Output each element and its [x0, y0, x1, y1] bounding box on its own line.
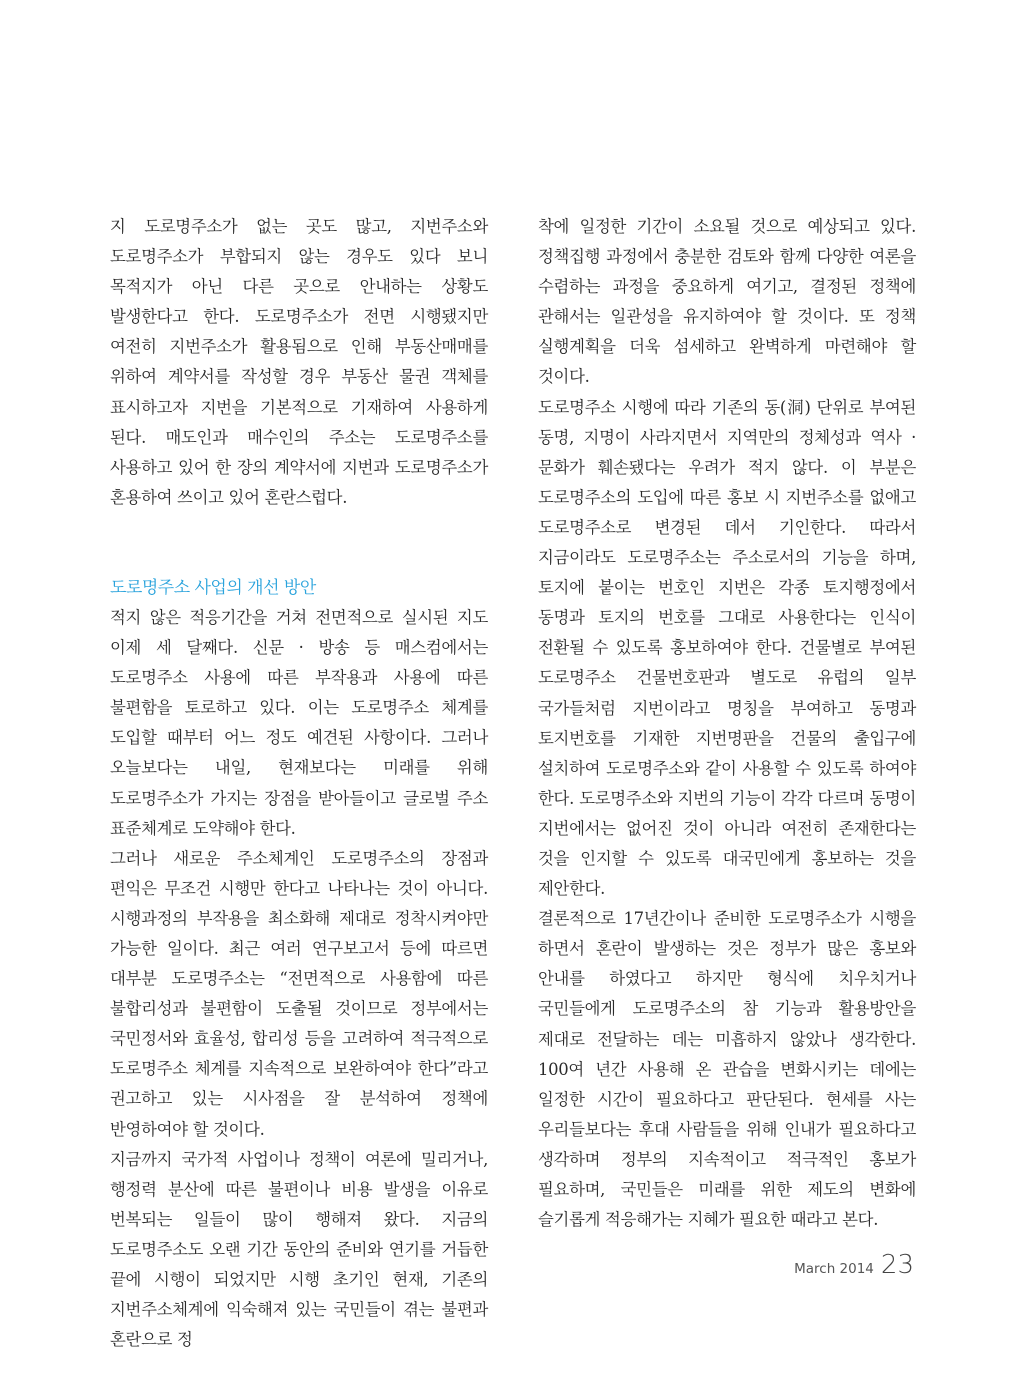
page-number: 23 — [880, 1250, 914, 1280]
spacer — [110, 513, 488, 573]
paragraph: 그러나 새로운 주소체계인 도로명주소의 장점과 편익은 무조건 시행만 한다고 나타나는 것이 아니다. 시행과정의 부작용을 최소화해 제대로 정착시켜야만 가능한 일이다. 최근 여러 연구보고서 등에 따르면 대부분 도로명주소는 “전면적으로 사용함에 따른 불합리성과 불편함이 도출될 것이므로 정부에서는 국민정서와 효율성, 합리성 등을 고려하여 적극적으로 도로명주소 체계를 지속적으로 보완하여야 한다”라고 권고하고 있는 시사점을 잘 분석하여 정책에 반영하여야 할 것이다. — [110, 848, 488, 1139]
paragraph: 적지 않은 적응기간을 거쳐 전면적으로 실시된 지도 이제 세 달째다. 신문 · 방송 등 매스컴에서는 도로명주소 사용에 따른 부작용과 사용에 따른 불편함을 토로하고 있다. 이는 도로명주소 체계를 도입할 때부터 어느 정도 예견된 사항이다. 그러나 오늘보다는 내일, 현재보다는 미래를 위해 도로명주소가 가지는 장점을 받아들이고 글로벌 주소 표준체계로 도약해야 한다. — [110, 607, 488, 838]
paragraph: 도로명주소 시행에 따라 기존의 동(洞) 단위로 부여된 동명, 지명이 사라지면서 지역만의 정체성과 역사 · 문화가 훼손됐다는 우려가 적지 않다. 이 부분은 도로명주소의 도입에 따른 홍보 시 지번주소를 없애고 도로명주소로 변경된 데서 기인한다. 따라서 지금이라도 도로명주소는 주소로서의 기능을 하며, 토지에 붙이는 번호인 지번은 각종 토지행정에서 동명과 토지의 번호를 그대로 사용한다는 인식이 전환될 수 있도록 홍보하여야 한다. 건물별로 부여된 도로명주소 건물번호판과 별도로 유럽의 일부 국가들처럼 지번이라고 명칭을 부여하고 동명과 토지번호를 기재한 지번명판을 건물의 출입구에 설치하여 도로명주소와 같이 사용할 수 있도록 하여야 한다. 도로명주소와 지번의 기능이 각각 다르며 동명이 지번에서는 없어진 것이 아니라 여전히 존재한다는 것을 인지할 수 있도록 대국민에게 홍보하는 것을 제안한다. — [538, 397, 916, 899]
paragraph: 착에 일정한 기간이 소요될 것으로 예상되고 있다. 정책집행 과정에서 충분한 검토와 함께 다양한 여론을 수렴하는 과정을 중요하게 여기고, 결정된 정책에 관해서는 일관성을 유지하여야 할 것이다. 또 정책 실행계획을 더욱 섬세하고 완벽하게 마련해야 할 것이다. — [538, 217, 916, 387]
left-column — [110, 212, 488, 1355]
section-heading: 도로명주소 사업의 개선 방안 — [110, 577, 316, 598]
page-footer — [794, 1250, 914, 1280]
right-column — [538, 212, 916, 1235]
paragraph: 지금까지 국가적 사업이나 정책이 여론에 밀리거나, 행정력 분산에 따른 불편이나 비용 발생을 이유로 번복되는 일들이 많이 행해져 왔다. 지금의 도로명주소도 오랜 기간 동안의 준비와 연기를 거듭한 끝에 시행이 되었지만 시행 초기인 현재, 기존의 지번주소체계에 익숙해져 있는 국민들이 겪는 불편과 혼란으로 정 — [110, 1149, 488, 1350]
issue-date: March 2014 — [794, 1261, 874, 1277]
paragraph: 지 도로명주소가 없는 곳도 많고, 지번주소와 도로명주소가 부합되지 않는 경우도 있다 보니 목적지가 아닌 다른 곳으로 안내하는 상황도 발생한다고 한다. 도로명주소가 전면 시행됐지만 여전히 지번주소가 활용됨으로 인해 부동산매매를 위하여 계약서를 작성할 경우 부동산 물권 객체를 표시하고자 지번을 기본적으로 기재하여 사용하게 된다. 매도인과 매수인의 주소는 도로명주소를 사용하고 있어 한 장의 계약서에 지번과 도로명주소가 혼용하여 쓰이고 있어 혼란스럽다. — [110, 217, 488, 507]
paragraph: 결론적으로 17년간이나 준비한 도로명주소가 시행을 하면서 혼란이 발생하는 것은 정부가 많은 홍보와 안내를 하였다고 하지만 형식에 치우치거나 국민들에게 도로명주소의 참 기능과 활용방안을 제대로 전달하는 데는 미흡하지 않았나 생각한다. 100여 년간 사용해 온 관습을 변화시키는 데에는 일정한 시간이 필요하다고 판단된다. 현세를 사는 우리들보다는 후대 사람들을 위해 인내가 필요하다고 생각하며 정부의 지속적이고 적극적인 홍보가 필요하며, 국민들은 미래를 위한 제도의 변화에 슬기롭게 적응해가는 지혜가 필요한 때라고 본다. — [538, 909, 916, 1230]
